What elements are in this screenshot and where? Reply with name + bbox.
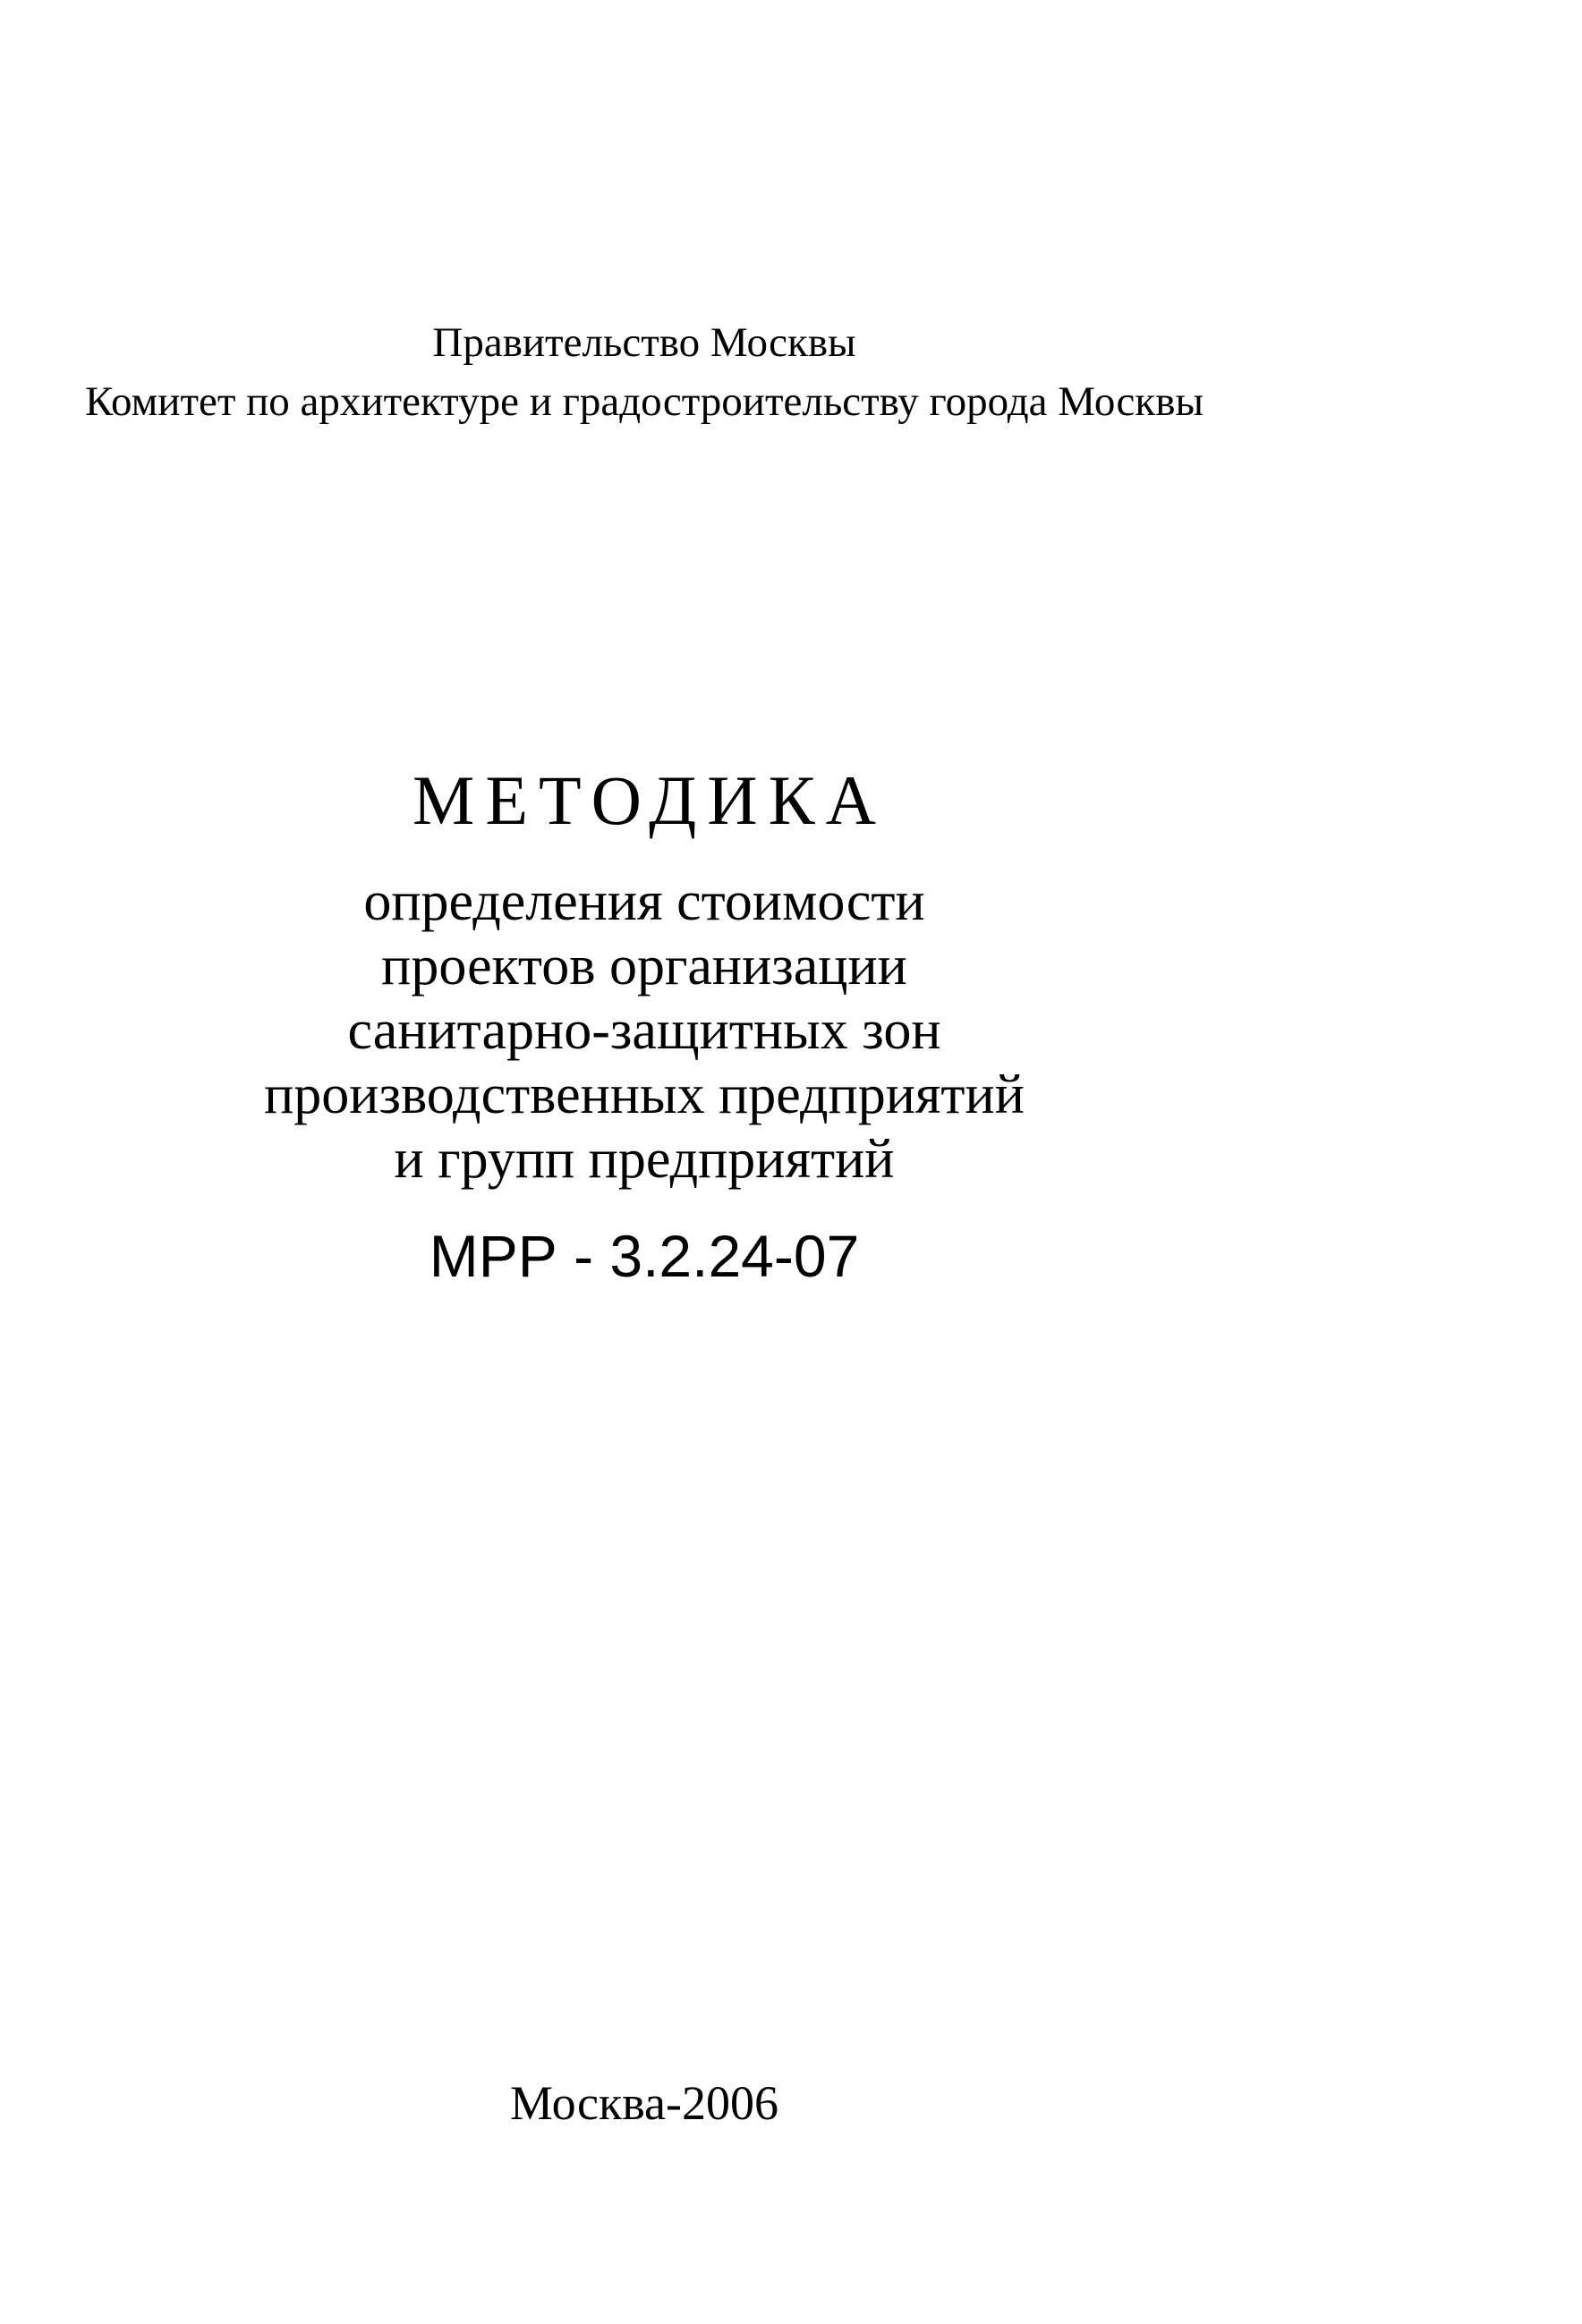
subtitle-line: и групп предприятий — [394, 1129, 895, 1190]
title-block — [0, 760, 1289, 1292]
document-code: МРР - 3.2.24-07 — [429, 1223, 860, 1289]
subtitle-line: производственных предприятий — [264, 1064, 1025, 1125]
subtitle-line: санитарно-защитных зон — [347, 1000, 941, 1061]
subtitle-line: проектов организации — [381, 936, 907, 997]
document-subtitle — [0, 869, 1289, 1192]
issuing-authority — [0, 313, 1289, 431]
subtitle-line: определения стоимости — [363, 871, 925, 932]
document-title: МЕТОДИКА — [413, 761, 887, 839]
publication-place-year: Москва-2006 — [510, 2076, 778, 2130]
authority-government: Правительство Москвы — [432, 319, 856, 366]
authority-committee: Комитет по архитектуре и градостроительству города Москвы — [84, 378, 1204, 425]
